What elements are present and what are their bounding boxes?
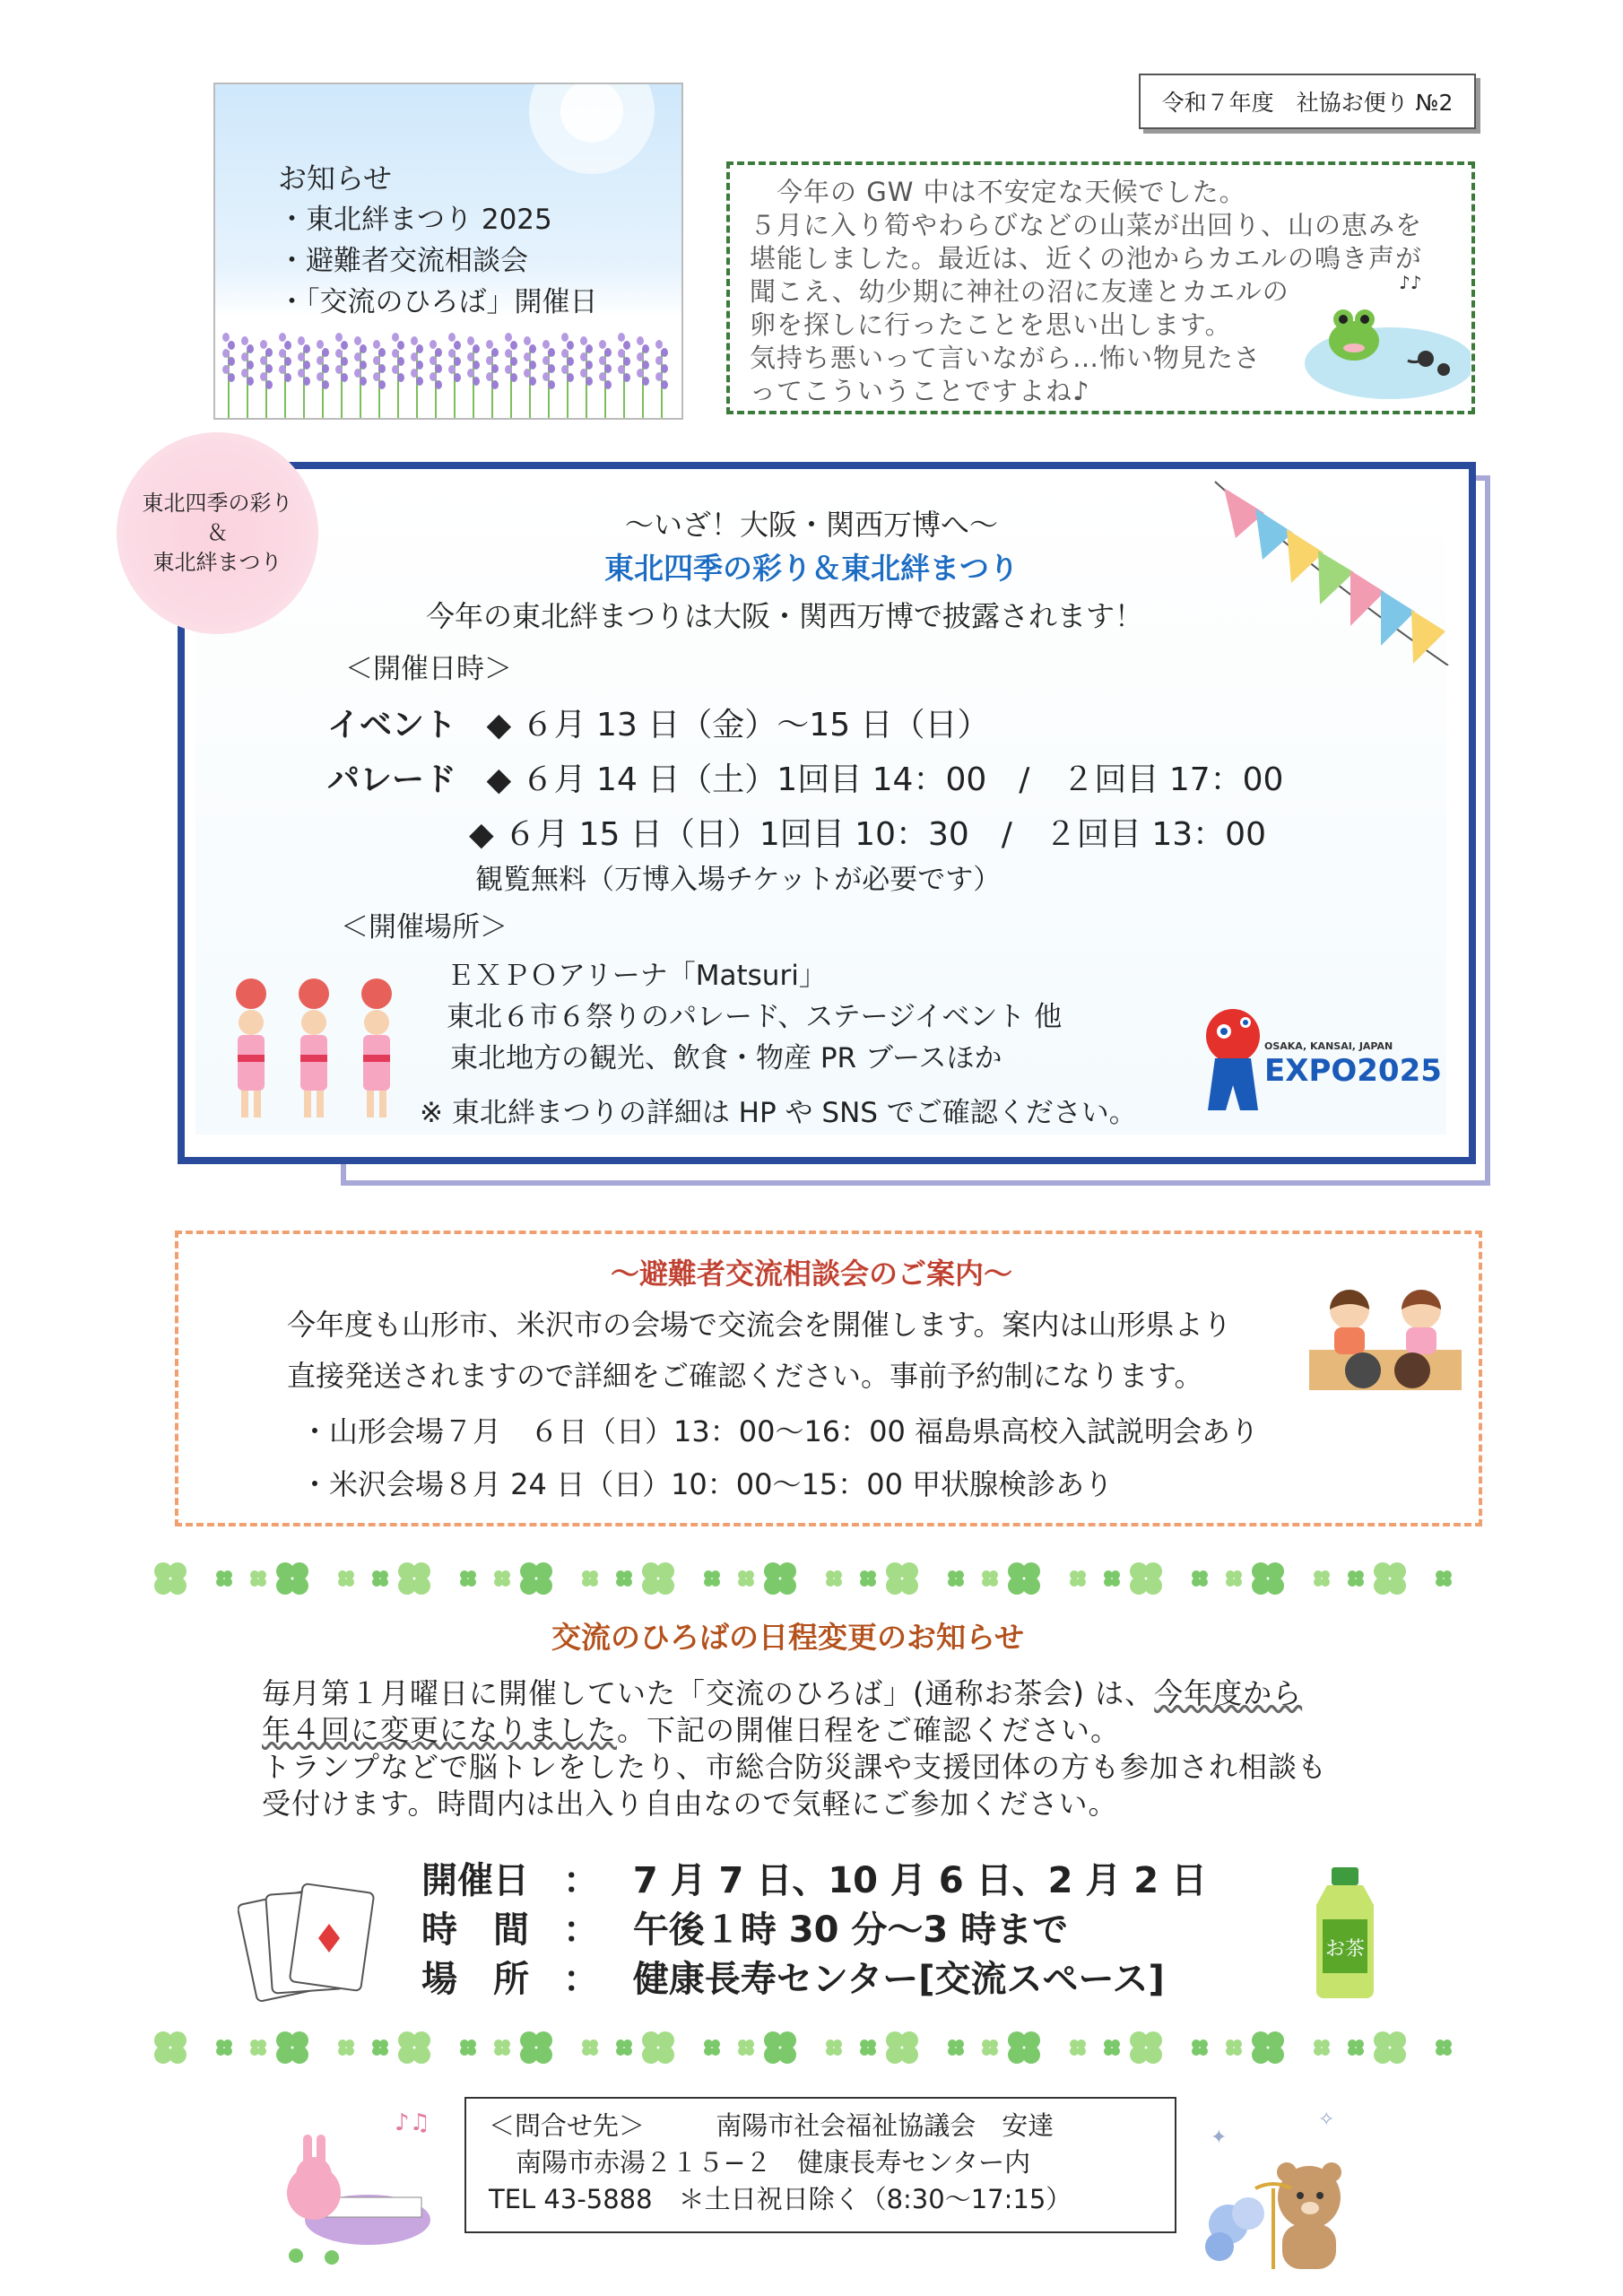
badge-line: 東北絆まつり [152,550,282,575]
event-date: ◆ ６月 13 日（金）〜15 日（日） [486,707,990,744]
admission-note: 観覧無料（万博入場チケットが必要です） [475,864,1002,896]
svg-text:✧: ✧ [1318,2109,1335,2131]
svg-text:♪♫: ♪♫ [395,2109,430,2136]
svg-text:✦: ✦ [1211,2126,1228,2149]
greeting-line: 聞こえ、幼少期に神社の沼に友達とカエルの [750,276,1289,307]
schedule-label: 開催日 [421,1860,529,1901]
contact-phone: TEL 43-5888 ＊土日祝日除く（8:30〜17:15） [489,2184,1072,2214]
hiroba-text: 毎月第１月曜日に開催していた「交流のひろば」(通称お茶会) は、 [262,1676,1155,1710]
hiroba-text-emphasis: 今年度から [1154,1676,1303,1710]
greeting-line: ってこういうことですよね♪ [750,376,1090,406]
notice-item: ・ 「交流のひろば」開催日 [278,282,598,323]
greeting-line: 卵を探しに行ったことを思い出します。 [750,309,1232,340]
hiroba-line [262,1708,1120,1749]
hiroba-text-emphasis: 年４回に変更になりました [262,1713,618,1747]
expo-lead: 今年の東北絆まつりは大阪・関西万博で披露されます！ [426,599,1144,633]
notice-title: お知らせ [278,161,393,196]
venue-line: ＥＸＰＯアリーナ「Matsuri」 [447,960,827,992]
rabbit-piano-icon [260,2094,448,2265]
hiroba-line: トランプなどで脳トレをしたり、市総合防災課や支援団体の方も参加され相談も [262,1750,1328,1784]
event-row [327,700,990,745]
consult-line: 今年度も山形市、米沢市の会場で交流会を開催します。案内は山形県より [287,1308,1232,1342]
expo-logo-text: EXPO2025 [1264,1053,1442,1089]
schedule-time-row [421,1901,1068,1952]
sun-glow-icon [484,84,664,183]
schedule-value: 午後１時 30 分〜3 時まで [632,1909,1069,1951]
consult-title: 〜避難者交流相談会のご案内〜 [610,1257,1012,1291]
consult-line: 直接発送されますので詳細をご確認ください。事前予約制になります。 [287,1359,1203,1393]
tea-label: お茶 [1324,1938,1366,1961]
svg-text:♪♪: ♪♪ [1399,272,1422,293]
consult-item: ・米沢会場８月 24 日（日）10：00〜15：00 甲状腺検診あり [300,1467,1114,1501]
venue-header: ＜開催場所＞ [341,911,508,944]
schedule-separator: ： [562,1909,599,1951]
parade-label: パレード [327,761,457,798]
playing-cards-icon [238,1874,386,2009]
consult-item: ・山形会場７月 ６日（日）13：00〜16：00 福島県高校入試説明会あり [300,1414,1260,1448]
lavender-illustration [215,319,681,418]
schedule-place-row [421,1951,1165,2002]
expo-title: 東北四季の彩り＆東北絆まつり [604,551,1019,586]
expo-category-badge [117,432,318,634]
hiroba-line: 受付けます。時間内は出入り自由なので気軽にご参加ください。 [262,1787,1118,1821]
schedule-date-row [421,1852,1207,1903]
schedule-separator: ： [562,1860,599,1901]
expo-subtitle: 〜いざ！大阪・関西万博へ〜 [624,508,998,542]
expo-details-note: ※ 東北絆まつりの詳細は HP や SNS でご確認ください。 [420,1097,1137,1129]
contact-line [489,2106,1054,2143]
badge-line: ＆ [206,520,229,545]
schedule-label: 時 間 [421,1909,529,1951]
event-label: イベント [327,707,457,744]
hiroba-text: 。下記の開催日程をご確認ください。 [617,1713,1121,1747]
notice-box [213,83,683,420]
parade-row [327,754,1283,800]
hiroba-line [262,1671,1302,1712]
schedule-separator: ： [562,1959,599,2000]
greeting-line: 堪能しました。最近は、近くの池からカエルの鳴き声が [750,243,1423,274]
issue-tag [1139,74,1476,129]
frog-pond-icon [1291,269,1471,404]
schedule-value: 健康長寿センター[交流スペース] [632,1959,1165,2000]
clover-border-top [152,1552,1480,1605]
bear-hydrangea-icon [1193,2099,1363,2278]
greeting-line: ５月に入り筍やわらびなどの山菜が出回り、山の恵みを [750,210,1423,240]
schedule-label: 場 所 [421,1959,529,2000]
greeting-line: 気持ち悪いって言いながら…怖い物見たさ [750,343,1262,373]
notice-list [278,199,598,323]
schedule-value: 7 月 7 日、10 月 6 日、2 月 2 日 [632,1860,1208,1901]
venue-line: 東北６市６祭りのパレード、ステージイベント 他 [447,1001,1063,1033]
issue-tag-text: 令和７年度 社協お便り №2 [1161,90,1454,116]
contact-address: 南陽市赤湯２１５−２ 健康長寿センター内 [516,2147,1031,2178]
greeting-line: 今年の GW 中は不安定な天候でした。 [750,177,1246,207]
expo-logo-tagline: OSAKA, KANSAI, JAPAN [1264,1040,1393,1052]
festival-dancers-icon [220,978,412,1126]
notice-item: ・ 東北絆まつり 2025 [278,199,598,240]
tea-party-people-icon [1300,1274,1471,1399]
hiroba-title: 交流のひろばの日程変更のお知らせ [551,1620,1025,1655]
venue-line: 東北地方の観光、飲食・物産 PR ブースほか [450,1042,1002,1074]
badge-line: 東北四季の彩り [142,491,293,516]
parade-date-2: ◆ ６月 15 日（日）1回目 10：30 / ２回目 13：00 [469,816,1266,853]
date-header: ＜開催日時＞ [345,653,512,685]
clover-border-bottom [152,2021,1480,2074]
notice-item: ・ 避難者交流相談会 [278,240,598,282]
green-tea-bottle-icon [1305,1866,1385,2000]
contact-org: 南陽市社会福祉協議会 安達 [716,2110,1055,2141]
contact-header: ＜問合せ先＞ [489,2110,646,2141]
parade-date-1: ◆ ６月 14 日（土）1回目 14：00 / ２回目 17：00 [486,761,1284,798]
